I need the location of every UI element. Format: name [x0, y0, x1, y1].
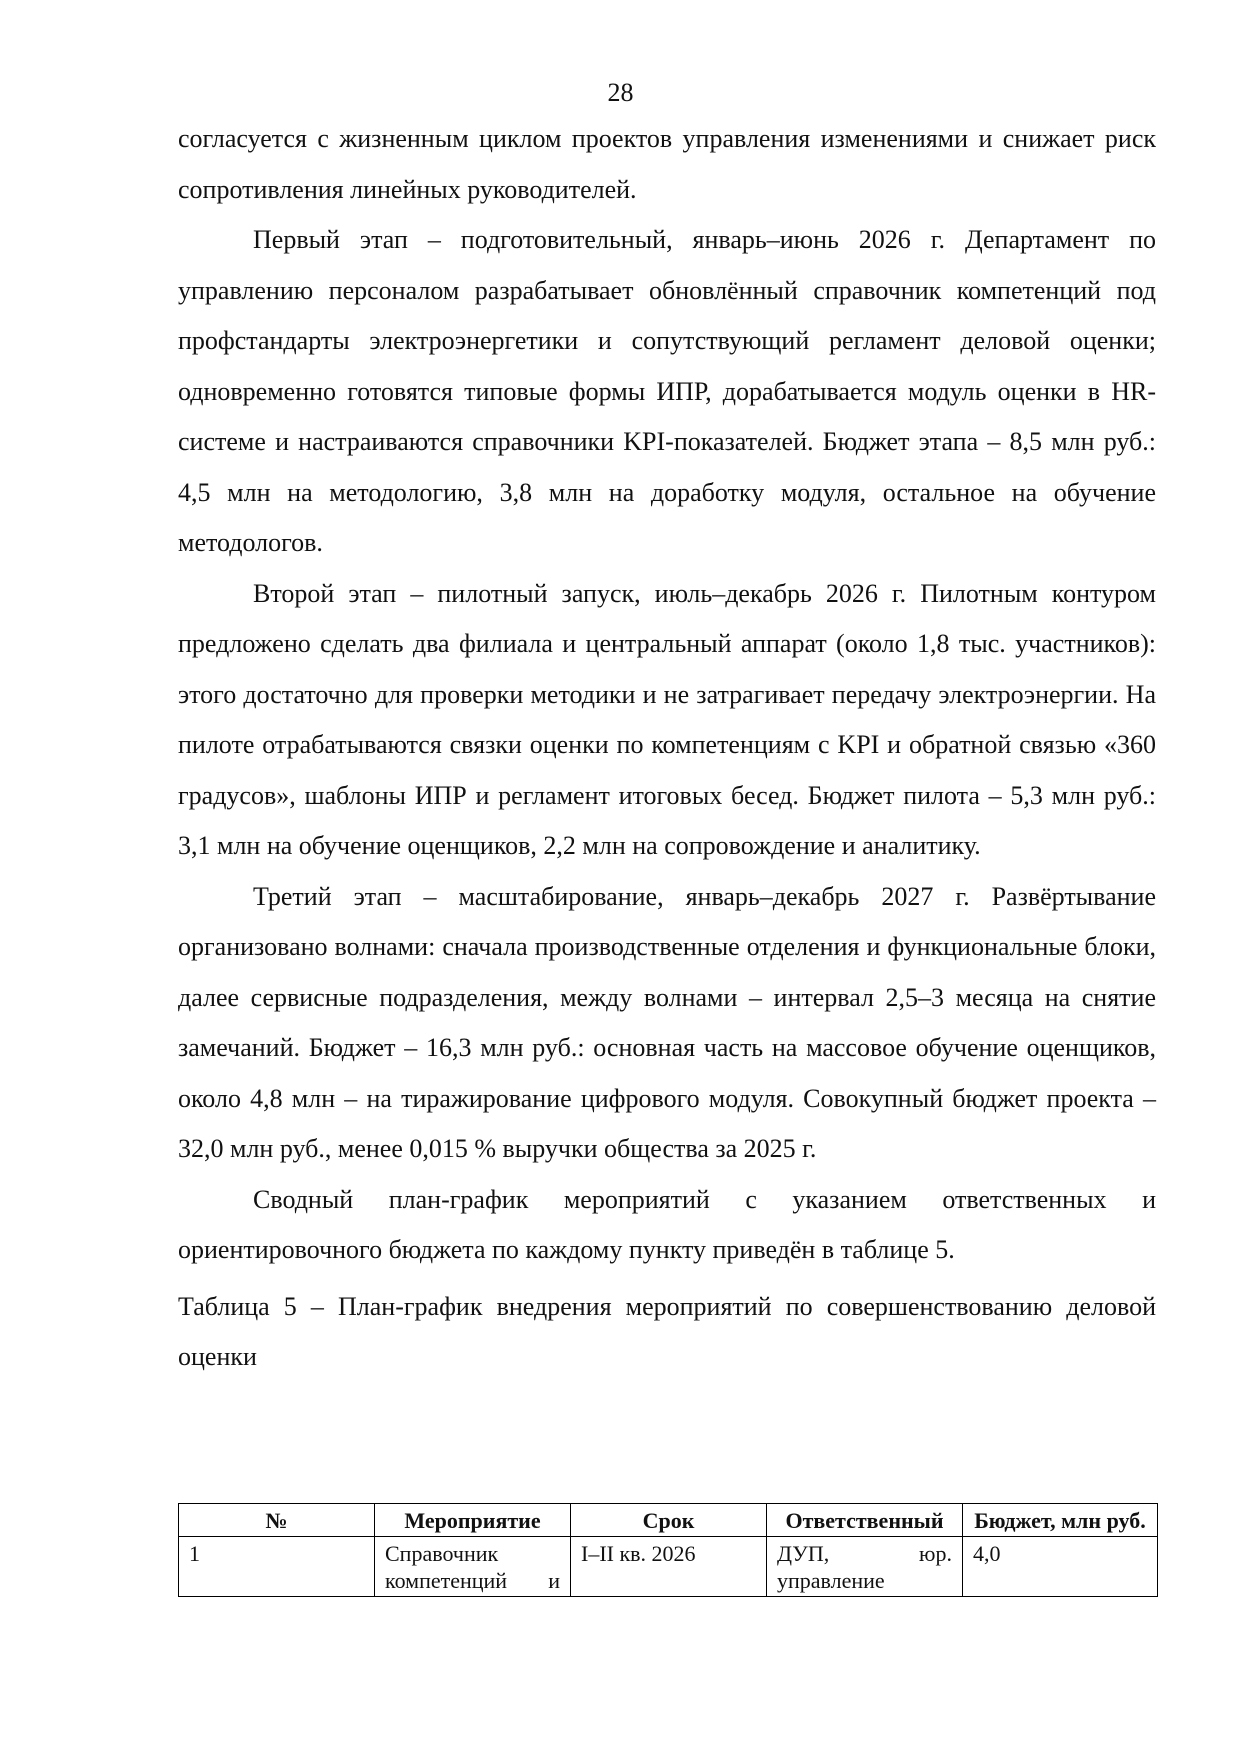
cell-responsible-text: ДУП, юр. управление	[777, 1541, 952, 1593]
table-caption: Таблица 5 – План-график внедрения мероприятий по совершенствованию деловой оценки	[178, 1291, 1156, 1371]
cell-event	[375, 1537, 571, 1597]
paragraph-continuation: согласуется с жизненным циклом проектов управления изменениями и снижает риск сопротивления линейных руководителей.	[178, 124, 1156, 204]
cell-event-text: Справочник компетенций и	[385, 1541, 560, 1593]
header-responsible: Ответственный	[767, 1504, 963, 1537]
cell-term: I–II кв. 2026	[571, 1537, 767, 1597]
paragraph-summary: Сводный план-график мероприятий с указанием ответственных и ориентировочного бюджета по каждому пункту приведён в таблице 5.	[178, 1184, 1156, 1264]
paragraph-stage-3: Третий этап – масштабирование, январь–декабрь 2027 г. Развёртывание организовано волнами: сначала производственные отделения и функциональные блоки, далее сервисные подразделения, между волнами – интервал 2,5–3 месяца на снятие замечаний. Бюджет – 16,3 млн руб.: основная часть на массовое обучение оценщиков, около 4,8 млн – на тиражирование цифрового модуля. Совокупный бюджет проекта – 32,0 млн руб., менее 0,015 % выручки общества за 2025 г.	[178, 881, 1156, 1163]
table-row	[179, 1537, 1158, 1597]
header-event: Мероприятие	[375, 1504, 571, 1537]
paragraph-stage-1: Первый этап – подготовительный, январь–июнь 2026 г. Департамент по управлению персоналом разрабатывает обновлённый справочник компетенций под профстандарты электроэнергетики и сопутствующий регламент деловой оценки; одновременно готовятся типовые формы ИПР, дорабатывается модуль оценки в HR-системе и настраиваются справочники KPI-показателей. Бюджет этапа – 8,5 млн руб.: 4,5 млн на методологию, 3,8 млн на доработку модуля, остальное на обучение методологов.	[178, 225, 1156, 557]
schedule-table	[178, 1503, 1158, 1597]
schedule-table-wrapper	[178, 1503, 1157, 1597]
table-header-row	[179, 1504, 1158, 1537]
page-number: 28	[607, 78, 634, 107]
cell-num: 1	[179, 1537, 375, 1597]
body-text	[178, 114, 1156, 1383]
paragraph-stage-2: Второй этап – пилотный запуск, июль–декабрь 2026 г. Пилотным контуром предложено сделать два филиала и центральный аппарат (около 1,8 тыс. участников): этого достаточно для проверки методики и не затрагивает передачу электроэнергии. На пилоте отрабатываются связки оценки по компетенциям с KPI и обратной связью «360 градусов», шаблоны ИПР и регламент итоговых бесед. Бюджет пилота – 5,3 млн руб.: 3,1 млн на обучение оценщиков, 2,2 млн на сопровождение и аналитику.	[178, 578, 1156, 860]
cell-budget: 4,0	[963, 1537, 1158, 1597]
header-budget: Бюджет, млн руб.	[963, 1504, 1158, 1537]
header-num: №	[179, 1504, 375, 1537]
header-term: Срок	[571, 1504, 767, 1537]
cell-responsible	[767, 1537, 963, 1597]
